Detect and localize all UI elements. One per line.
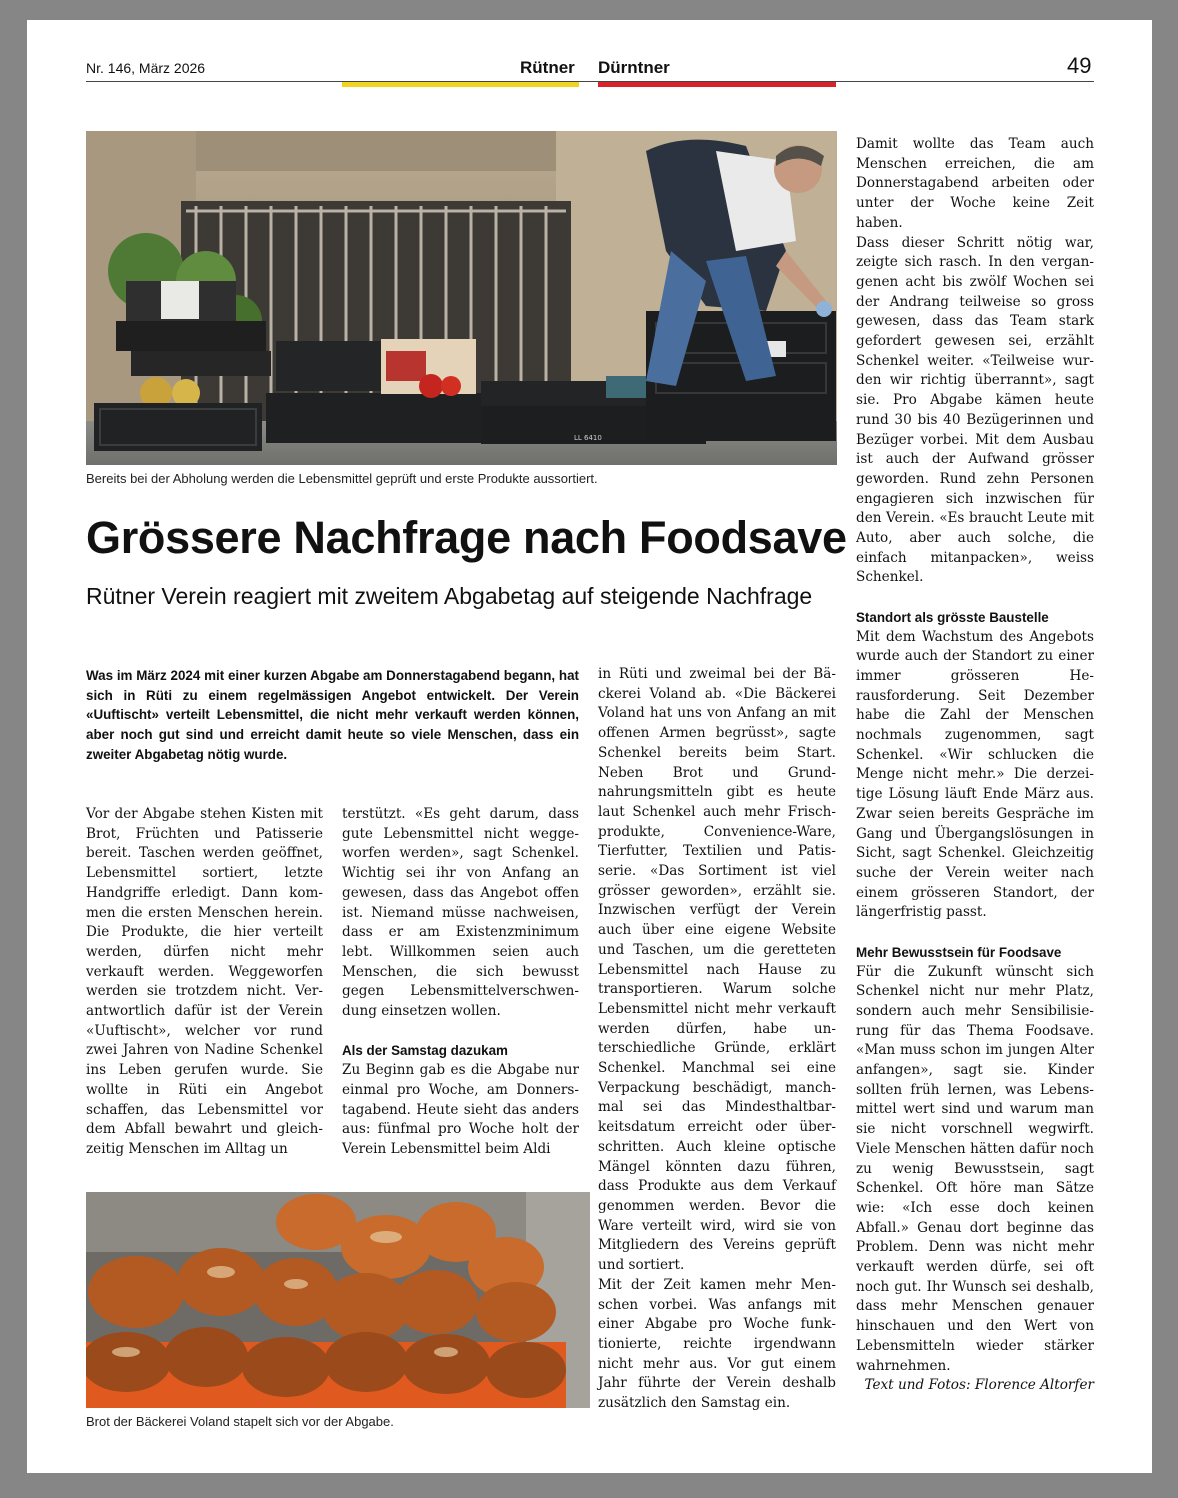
paragraph: Mit der Zeit kamen mehr Menschen vorbei. Was anfangs mit einer Abgabe pro Woche funktionierte, reichte irgendwann nicht mehr aus. Vor gut einem Jahr führte der Verein deshalb zusätzlich den Samstag ein. xyxy=(598,1276,836,1412)
article-column-2 xyxy=(342,805,579,1160)
subheading-standort: Standort als grösste Baustelle xyxy=(856,609,1049,625)
photo-bread xyxy=(86,1192,590,1408)
subheading-samstag: Als der Samstag dazukam xyxy=(342,1043,508,1059)
page-number: 49 xyxy=(1067,53,1092,78)
article-headline: Grössere Nachfrage nach Foodsave xyxy=(86,512,847,563)
subheading-bewusstsein: Mehr Bewusstsein für Foodsave xyxy=(856,944,1062,960)
paragraph: Für die Zukunft wünscht sich Schenkel nicht nur mehr Platz, sondern auch mehr Sensibilisierung für das Thema Foodsave. «Man muss schon im jungen Alter anfangen», sagt sie. Kinder sollten früh lernen, was Lebensmittel wert sind und warum man sie nicht vorschnell wegwirft. Viele Menschen hätten dafür noch zu wenig Bewusstsein, sagt Schenkel. Oft höre man Sätze wie: «Ich esse doch keinen Abfall.» Genau dort beginne das Problem. Denn was nicht mehr verkauft werden dürfe, sei oft noch gut. Ihr Wunsch sei deshalb, dass mehr Menschen genauer hinschauen und den Wert von Lebensmitteln wieder stärker wahrnehmen. xyxy=(856,963,1094,1374)
photo-bread-caption: Brot der Bäckerei Voland stapelt sich vor der Abgabe. xyxy=(86,1414,394,1429)
crate-label: LL 6410 xyxy=(574,434,602,442)
brand-bar-yellow xyxy=(342,82,579,87)
paragraph: in Rüti und zweimal bei der Bäckerei Voland ab. «Die Bäckerei Voland hat uns von Anfang an mit offenen Armen begrüsst», sagte Schenkel bereits beim Start. Neben Brot und Grundnahrungsmitteln gibt es heute laut Schenkel auch mehr Frischprodukte, Convenience-Ware, Tierfutter, Textilien und Patisserie. «Das Sortiment ist viel grösser geworden», erzählt sie. Inzwischen verfügt der Verein auch über eine eigene Website und Taschen, um die geretteten Lebensmittel nach Hause zu transportieren. Warum solche Lebensmittel nicht mehr verkauft werden dürfen, habe unterschiedliche Gründe, erklärt Schenkel. Manchmal sei eine Verpackung beschädigt, manchmal sei das Mindesthaltbarkeitsdatum erreicht oder überschritten. Auch kleine optische Mängel könnten dazu führen, dass Produkte aus dem Verkauf genommen werden. Bevor die Ware verteilt wird, wird sie von Mitgliedern des Vereins geprüft und sortiert. xyxy=(598,666,836,1274)
article-subheadline: Rütner Verein reagiert mit zweitem Abgabetag auf steigende Nachfrage xyxy=(86,583,813,609)
paragraph: Damit wollte das Team auch Menschen erreichen, die am Donnerstagabend arbeiten oder unter der Woche keine Zeit haben. xyxy=(856,136,1094,231)
article-lead: Was im März 2024 mit einer kurzen Abgabe am Donnerstagabend begann, hat sich in Rüti zu einem regelmässigen Angebot entwickelt. Der Verein «Uuftischt» verteilt Lebensmittel, die nicht mehr verkauft werden können, aber noch gut sind und erreicht damit heute so viele Menschen, dass ein zweiter Abgabetag nötig wurde. xyxy=(86,668,579,762)
brand-ruetner: Rütner xyxy=(520,58,575,77)
newspaper-page xyxy=(27,20,1152,1473)
photo-crates-caption: Bereits bei der Abholung werden die Lebensmittel geprüft und erste Produkte aussortiert. xyxy=(86,471,598,486)
article-column-1 xyxy=(86,805,323,1160)
brand-duerntner: Dürntner xyxy=(598,58,670,77)
issue-label: Nr. 146, März 2026 xyxy=(86,60,206,76)
paragraph: Mit dem Wachstum des Angebots wurde auch der Standort zu einer immer grösseren Herausforderung. Seit Dezember habe die Zahl der Menschen nochmals zugenommen, sagt Schenkel. «Wir schlucken die Menge nicht mehr.» Die derzeitige Lösung läuft Ende März aus. Zwar seien bereits Gespräche im Gang und Übergangslösungen in Sicht, sagt Schenkel. Gleichzeitig suche der Verein weiter nach einem grösseren Standort, der längerfristig passt. xyxy=(856,628,1094,921)
paragraph: Zu Beginn gab es die Abgabe nur einmal pro Woche, am Donnerstagabend. Heute sieht das anders aus: fünfmal pro Woche holt der Verein Lebensmittel beim Aldi xyxy=(342,1062,579,1157)
article-column-4 xyxy=(856,135,1094,1396)
header-rule xyxy=(86,81,1094,82)
photo-crates xyxy=(86,131,837,465)
photo-bread-illustration xyxy=(86,1192,590,1408)
brand-bar-red xyxy=(598,82,836,87)
author-credit: Text und Fotos: Florence Altorfer xyxy=(864,1377,1094,1394)
paragraph: terstützt. «Es geht darum, dass gute Lebensmittel nicht weggeworfen werden», sagt Schenkel. Wichtig sei ihr von Anfang an gewesen, dass das Angebot offen ist. Niemand müsse nachweisen, dass er am Existenzminimum lebt. Willkommen seien auch Menschen, die sich bewusst gegen Lebensmittelverschwendung einsetzen wollen. xyxy=(342,806,579,1020)
paragraph: Vor der Abgabe stehen Kisten mit Brot, Früchten und Patisserie bereit. Taschen werden geöffnet, Lebensmittel sortiert, letzte Handgriffe erledigt. Dann kommen die ersten Menschen herein. Die Produkte, die hier verteilt werden, dürfen nicht mehr verkauft werden. Weggeworfen werden sie trotzdem nicht. Verantwortlich dafür ist der Verein «Uuftischt», welcher vor rund zwei Jahren von Nadine Schenkel ins Leben gerufen wurde. Sie wollte in Rüti ein Angebot schaffen, das Lebensmittel vor dem Abfall bewahrt und gleichzeitig Menschen im Alltag un xyxy=(86,806,323,1157)
paragraph: Dass dieser Schritt nötig war, zeigte sich rasch. In den vergangenen acht bis zwölf Wochen sei der Andrang teilweise so gross gewesen, dass das Team stark gefordert gewesen sei, erzählt Schenkel weiter. «Teilweise wurden wir richtig überrannt», sagt sie. Pro Abgabe kämen heute rund 30 bis 40 Bezügerinnen und Bezüger vorbei. Mit dem Ausbau ist auch der Aufwand grösser geworden. Rund zehn Personen engagieren sich inzwischen für den Verein. «Es braucht Leute mit Auto, aber auch solche, die einfach mitanpacken», weiss Schenkel. xyxy=(856,234,1094,586)
photo-crates-illustration xyxy=(86,131,837,465)
article-column-3 xyxy=(598,665,836,1414)
